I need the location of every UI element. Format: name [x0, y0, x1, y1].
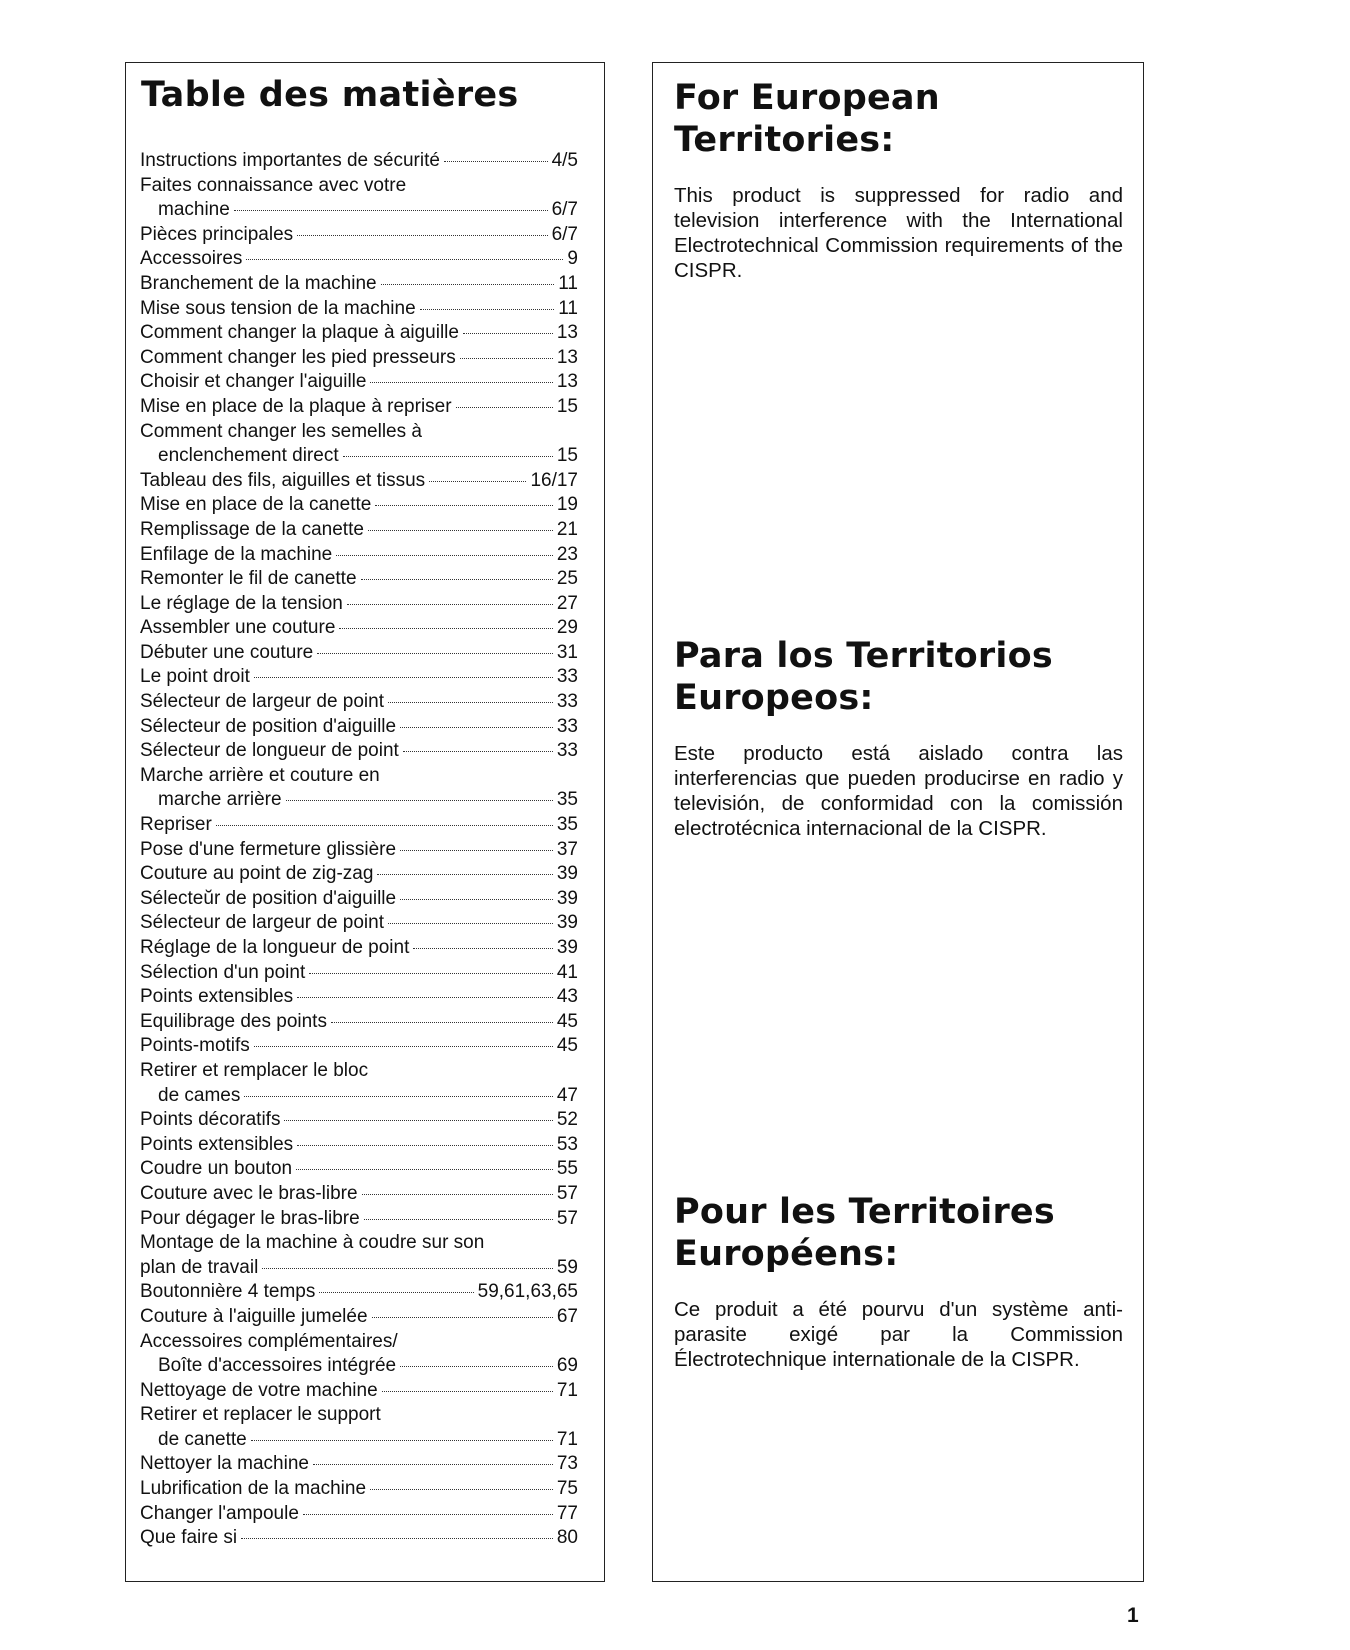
dot-leader	[234, 210, 548, 211]
notice-english-body: This product is suppressed for radio and television interference with the International Electrotechnical Commission requirements of the CISPR.	[674, 184, 1123, 282]
dot-leader	[331, 1022, 553, 1023]
toc-entry-page: 33	[556, 740, 578, 762]
toc-entry-title: Comment changer la plaque à aiguille	[140, 322, 459, 344]
dot-leader	[297, 997, 553, 998]
notice-english	[674, 77, 1123, 283]
toc-entry-page: 59,61,63,65	[477, 1281, 578, 1303]
dot-leader	[377, 874, 552, 875]
toc-entry-title: Marche arrière et couture en	[140, 764, 380, 786]
dot-leader	[262, 1268, 553, 1269]
toc-entry	[140, 616, 578, 641]
toc-entry-page: 19	[556, 494, 578, 516]
toc-entry-page: 15	[556, 445, 578, 467]
toc-entry	[140, 1305, 578, 1330]
toc-entry	[140, 1207, 578, 1232]
notice-french-heading: Pour les Territoires Européens:	[674, 1192, 1055, 1274]
toc-entry-page: 33	[556, 691, 578, 713]
toc-entry-title: Equilibrage des points	[140, 1010, 327, 1032]
toc-entry	[140, 469, 578, 494]
notice-french-body: Ce produit a été pourvu d'un système anti-parasite exigé par la Commission Électrotechnique internationale de la CISPR.	[674, 1298, 1123, 1371]
toc-entry	[140, 1403, 578, 1428]
toc-entry-page: 55	[556, 1158, 578, 1180]
dot-leader	[362, 1194, 553, 1195]
toc-entry-title: Mise en place de la plaque à repriser	[140, 395, 452, 417]
toc-entry-title: Retirer et replacer le support	[140, 1404, 381, 1426]
toc-entry	[140, 1010, 578, 1035]
toc-entry-title: de canette	[158, 1428, 247, 1450]
toc-entry-title: de cames	[158, 1084, 241, 1106]
dot-leader	[254, 677, 553, 678]
toc-entry	[140, 1256, 578, 1281]
toc-entry-title: Le point droit	[140, 666, 250, 688]
dot-leader	[372, 1317, 553, 1318]
dot-leader	[370, 382, 552, 383]
dot-leader	[370, 1489, 553, 1490]
toc-entry-page: 9	[567, 248, 578, 270]
toc-entry-title: Sélecteŭr de position d'aiguille	[140, 887, 397, 909]
toc-entry	[140, 1477, 578, 1502]
toc-entry	[140, 1059, 578, 1084]
toc-entry-title: Branchement de la machine	[140, 272, 377, 294]
toc-entry-page: 6/7	[551, 199, 578, 221]
dot-leader	[284, 1120, 552, 1121]
dot-leader	[254, 1046, 553, 1047]
toc-entry-page: 23	[556, 543, 578, 565]
toc-entry-page: 13	[556, 322, 578, 344]
dot-leader	[368, 530, 553, 531]
toc-entry-title: Repriser	[140, 814, 212, 836]
toc-entry	[140, 1157, 578, 1182]
toc-entry	[140, 936, 578, 961]
toc-entry-title: Sélecteur de longueur de point	[140, 740, 399, 762]
dot-leader	[244, 1096, 552, 1097]
toc-entry	[140, 1428, 578, 1453]
toc-entry-title: Retirer et remplacer le bloc	[140, 1059, 369, 1081]
toc-entry-page: 27	[556, 592, 578, 614]
toc-entry-page: 75	[556, 1478, 578, 1500]
toc-entry-page: 16/17	[530, 469, 578, 491]
toc-entry-page: 13	[556, 371, 578, 393]
toc-entry-title: Lubrification de la machine	[140, 1478, 367, 1500]
dot-leader	[246, 259, 563, 260]
dot-leader	[317, 653, 553, 654]
toc-entry	[140, 247, 578, 272]
toc-entry	[140, 764, 578, 789]
toc-entry-title: Débuter une couture	[140, 641, 314, 663]
dot-leader	[297, 235, 547, 236]
toc-entry-page: 57	[556, 1182, 578, 1204]
toc-entry	[140, 838, 578, 863]
toc-entry	[140, 961, 578, 986]
toc-entry	[140, 985, 578, 1010]
toc-entry	[140, 346, 578, 371]
toc-entry-page: 69	[556, 1355, 578, 1377]
toc-entry	[140, 1108, 578, 1133]
toc-entry	[140, 788, 578, 813]
toc-entry	[140, 567, 578, 592]
toc-entry-page: 53	[556, 1133, 578, 1155]
dot-leader	[216, 825, 553, 826]
toc-entry-title: Points-motifs	[140, 1035, 250, 1057]
toc-entry	[140, 665, 578, 690]
toc-entry-title: Choisir et changer l'aiguille	[140, 371, 367, 393]
toc-entry-page: 52	[556, 1109, 578, 1131]
toc-entry	[140, 174, 578, 199]
toc-entry	[140, 1231, 578, 1256]
toc-entry	[140, 1526, 578, 1551]
toc-entry-page: 45	[556, 1010, 578, 1032]
toc-entry-title: Montage de la machine à coudre sur son	[140, 1232, 485, 1254]
toc-entry	[140, 1182, 578, 1207]
toc-entry	[140, 198, 578, 223]
toc-entry-title: Pièces principales	[140, 223, 294, 245]
european-notice-panel	[652, 62, 1144, 1582]
toc-entry	[140, 395, 578, 420]
toc-entry	[140, 518, 578, 543]
dot-leader	[251, 1440, 553, 1441]
toc-entry-page: 35	[556, 814, 578, 836]
dot-leader	[364, 1219, 553, 1220]
toc-entry-page: 57	[556, 1207, 578, 1229]
toc-entry	[140, 715, 578, 740]
toc-entry	[140, 1354, 578, 1379]
toc-entry-page: 43	[556, 986, 578, 1008]
toc-entry	[140, 1034, 578, 1059]
dot-leader	[388, 923, 553, 924]
dot-leader	[381, 284, 555, 285]
toc-entry-title: Mise sous tension de la machine	[140, 297, 416, 319]
dot-leader	[336, 555, 553, 556]
toc-entry-title: Comment changer les pied presseurs	[140, 346, 456, 368]
notice-spanish-body: Este producto está aislado contra las interferencias que pueden producirse en radio y televisión, de conformidad con la comissión electrotécnica internacional de la CISPR.	[674, 742, 1123, 840]
toc-entry-title: Points décoratifs	[140, 1109, 281, 1131]
toc-entry	[140, 297, 578, 322]
toc-entry-page: 15	[556, 395, 578, 417]
page-number: 1	[1127, 1604, 1139, 1627]
dot-leader	[375, 505, 553, 506]
toc-entry	[140, 149, 578, 174]
dot-leader	[400, 899, 553, 900]
toc-entry-page: 33	[556, 666, 578, 688]
toc-entry-title: Accessoires	[140, 248, 243, 270]
toc-entry-page: 37	[556, 838, 578, 860]
dot-leader	[463, 333, 553, 334]
toc-entry-page: 71	[556, 1379, 578, 1401]
toc-entry-title: Points extensibles	[140, 986, 294, 1008]
toc-entry-page: 4/5	[551, 150, 578, 171]
toc-entry-title: Sélecteur de position d'aiguille	[140, 715, 397, 737]
toc-entry	[140, 739, 578, 764]
dot-leader	[400, 850, 553, 851]
toc-entry-title: Remonter le fil de canette	[140, 568, 357, 590]
toc-entry-title: Pour dégager le bras-libre	[140, 1207, 360, 1229]
toc-entry	[140, 813, 578, 838]
dot-leader	[456, 407, 553, 408]
toc-entry-title: Assembler une couture	[140, 617, 336, 639]
dot-leader	[286, 800, 553, 801]
toc-entry	[140, 321, 578, 346]
toc-entry-page: 11	[558, 297, 578, 319]
toc-entry-page: 13	[556, 346, 578, 368]
toc-entry-title: Couture au point de zig-zag	[140, 863, 374, 885]
toc-entry	[140, 493, 578, 518]
dot-leader	[420, 309, 555, 310]
toc-entry-title: Boîte d'accessoires intégrée	[158, 1355, 397, 1377]
toc-entry-page: 35	[556, 789, 578, 811]
toc-entry-title: Faites connaissance avec votre	[140, 174, 407, 196]
dot-leader	[444, 161, 548, 162]
dot-leader	[319, 1292, 473, 1293]
toc-entry	[140, 1330, 578, 1355]
dot-leader	[347, 604, 553, 605]
toc-entry-title: Instructions importantes de sécurité	[140, 150, 440, 171]
toc-entry-title: Coudre un bouton	[140, 1158, 293, 1180]
toc-entry-page: 39	[556, 937, 578, 958]
toc-entry	[140, 862, 578, 887]
dot-leader	[339, 628, 552, 629]
dot-leader	[382, 1391, 553, 1392]
toc-entry-title: Nettoyage de votre machine	[140, 1379, 378, 1401]
dot-leader	[400, 727, 553, 728]
notice-spanish-heading: Para los Territorios Europeos:	[674, 636, 1053, 718]
toc-entry-page: 80	[556, 1527, 578, 1549]
toc-entry	[140, 223, 578, 248]
dot-leader	[309, 973, 553, 974]
notice-english-heading: For European Territories:	[674, 78, 940, 160]
table-of-contents-panel	[125, 62, 605, 1582]
toc-entry-title: plan de travail	[140, 1256, 259, 1278]
toc-entry	[140, 1280, 578, 1305]
toc-entry-page: 25	[556, 568, 578, 590]
toc-entry-page: 6/7	[551, 223, 578, 245]
toc-entry-page: 31	[556, 641, 578, 663]
toc-entry-title: Sélection d'un point	[140, 961, 306, 983]
toc-entry-page: 47	[556, 1084, 578, 1106]
dot-leader	[297, 1145, 553, 1146]
toc-entry-page: 73	[556, 1453, 578, 1475]
toc-entry-title: Nettoyer la machine	[140, 1453, 309, 1475]
dot-leader	[361, 579, 553, 580]
notice-french	[674, 1191, 1123, 1372]
toc-entry-title: machine	[158, 199, 230, 221]
toc-entry-page: 67	[556, 1305, 578, 1327]
dot-leader	[313, 1464, 553, 1465]
toc-entry-page: 71	[556, 1428, 578, 1450]
toc-title: Table des matières	[141, 75, 519, 115]
toc-entry-title: Pose d'une fermeture glissière	[140, 838, 397, 860]
toc-entry-title: marche arrière	[158, 789, 282, 811]
dot-leader	[413, 948, 552, 949]
toc-entry	[140, 1133, 578, 1158]
toc-entry-title: Couture à l'aiguille jumelée	[140, 1305, 368, 1327]
toc-entry	[140, 1379, 578, 1404]
toc-entry-page: 39	[556, 863, 578, 885]
dot-leader	[296, 1169, 553, 1170]
toc-entry	[140, 420, 578, 445]
toc-entry-title: Tableau des fils, aiguilles et tissus	[140, 469, 426, 491]
toc-entry-page: 33	[556, 715, 578, 737]
toc-entry-title: Couture avec le bras-libre	[140, 1182, 358, 1204]
dot-leader	[403, 751, 553, 752]
dot-leader	[388, 702, 553, 703]
toc-entry-title: Sélecteur de largeur de point	[140, 912, 384, 934]
toc-list	[140, 149, 578, 1551]
toc-entry-page: 29	[556, 617, 578, 639]
toc-entry-page: 39	[556, 887, 578, 909]
toc-entry-title: Remplissage de la canette	[140, 518, 364, 540]
toc-entry-page: 59	[556, 1256, 578, 1278]
toc-entry-page: 39	[556, 912, 578, 934]
toc-entry	[140, 887, 578, 912]
dot-leader	[400, 1366, 553, 1367]
toc-entry-title: Réglage de la longueur de point	[140, 937, 410, 958]
toc-entry	[140, 370, 578, 395]
toc-entry-page: 41	[556, 961, 578, 983]
toc-entry	[140, 641, 578, 666]
toc-entry-title: Changer l'ampoule	[140, 1502, 299, 1524]
dot-leader	[460, 358, 553, 359]
toc-entry	[140, 911, 578, 936]
toc-entry-title: enclenchement direct	[158, 445, 339, 467]
toc-entry	[140, 1452, 578, 1477]
notice-spanish	[674, 635, 1123, 841]
toc-entry-title: Sélecteur de largeur de point	[140, 691, 384, 713]
toc-entry	[140, 690, 578, 715]
toc-entry-title: Mise en place de la canette	[140, 494, 372, 516]
toc-entry-title: Le réglage de la tension	[140, 592, 343, 614]
dot-leader	[241, 1538, 553, 1539]
dot-leader	[343, 456, 553, 457]
toc-entry	[140, 272, 578, 297]
toc-entry	[140, 592, 578, 617]
toc-entry-page: 77	[556, 1502, 578, 1524]
toc-entry	[140, 444, 578, 469]
toc-entry-title: Accessoires complémentaires/	[140, 1330, 398, 1352]
toc-entry-title: Points extensibles	[140, 1133, 294, 1155]
toc-entry-title: Boutonnière 4 temps	[140, 1281, 316, 1303]
toc-entry-page: 45	[556, 1035, 578, 1057]
toc-entry-page: 21	[556, 518, 578, 540]
toc-entry	[140, 1084, 578, 1109]
toc-entry-title: Enfilage de la machine	[140, 543, 333, 565]
toc-entry-title: Comment changer les semelles à	[140, 420, 422, 442]
dot-leader	[429, 481, 526, 482]
toc-entry	[140, 543, 578, 568]
toc-entry-title: Que faire si	[140, 1527, 238, 1549]
toc-entry	[140, 1502, 578, 1527]
dot-leader	[303, 1514, 553, 1515]
toc-entry-page: 11	[558, 272, 578, 294]
